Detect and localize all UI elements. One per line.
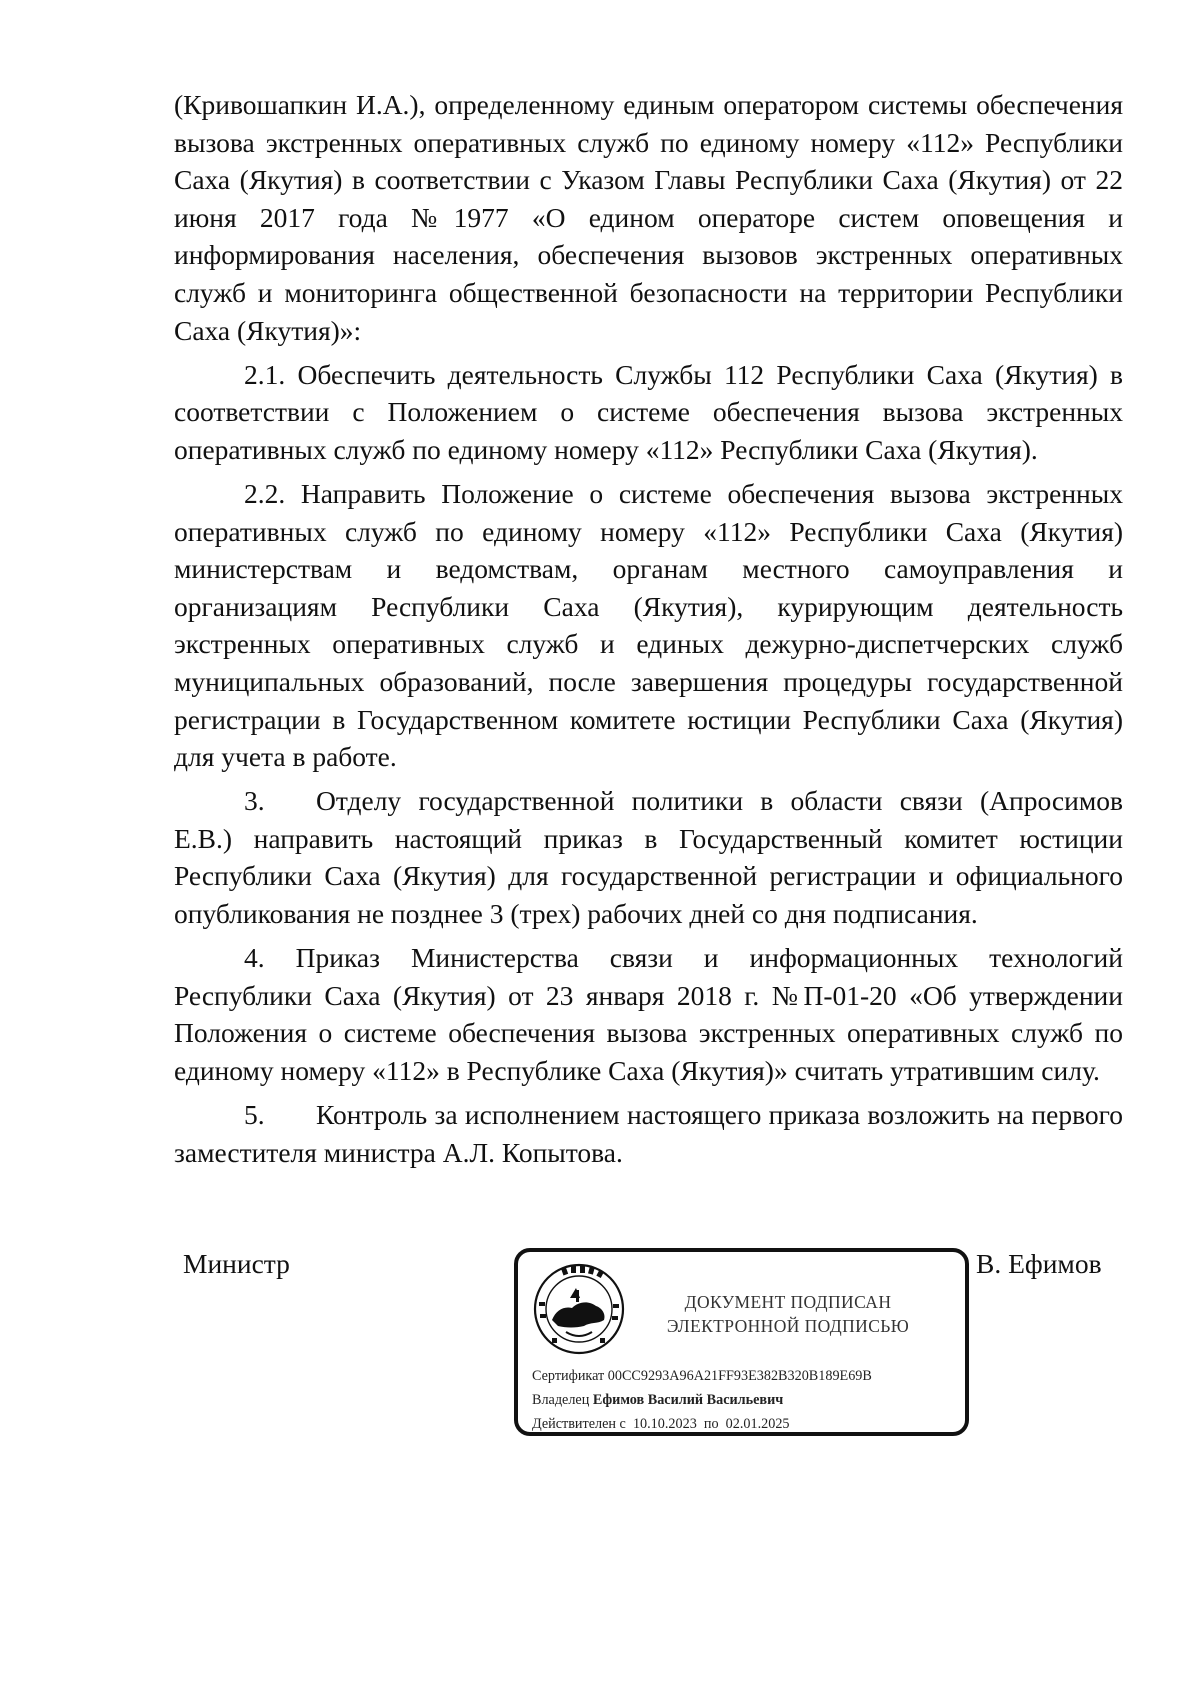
paragraph-5 — [174, 1096, 1123, 1171]
paragraph-3-number: 3. — [244, 785, 265, 817]
paragraph-5-text: Контроль за исполнением настоящего приказа возложить на первого заместителя министра А.Л. Копытова. — [174, 1098, 1123, 1168]
signatory-name: В. Ефимов — [976, 1248, 1102, 1279]
stamp-heading-line2: ЭЛЕКТРОННОЙ ПОДПИСЬЮ — [666, 1316, 910, 1336]
coat-of-arms-seal-icon — [532, 1262, 626, 1356]
stamp-validity-line — [532, 1412, 962, 1436]
paragraph-continuation: (Кривошапкин И.А.), определенному единым оператором системы обеспечения вызова экстренных оперативных служб по единому номеру «112» Республики Саха (Якутия) в соответствии с Указом Главы Республики Саха (Якутия) от 22 июня 2017 года №1977 «О едином операторе систем оповещения и информирования населения, обеспечения вызовов экстренных оперативных служб и мониторинга общественной безопасности на территории Республики Саха (Якутия)»: — [174, 89, 1123, 346]
stamp-details — [532, 1364, 962, 1436]
owner-value: Ефимов Василий Васильевич — [592, 1392, 784, 1408]
paragraph-4: 4. Приказ Министерства связи и информационных технологий Республики Саха (Якутия) от 23 января 2018 г. №П-01-20 «Об утверждении Положения о системе обеспечения вызова экстренных оперативных служб по единому номеру «112» в Республике Саха (Якутия)» считать утратившим силу. — [174, 942, 1123, 1086]
document-body — [174, 86, 1123, 1178]
paragraph-2-1: 2.1. Обеспечить деятельность Службы 112 Республики Саха (Якутия) в соответствии с Положением о системе обеспечения вызова экстренных оперативных служб по единому номеру «112» Республики Саха (Якутия). — [174, 358, 1123, 465]
stamp-heading — [638, 1290, 938, 1338]
paragraph-3-text: Отделу государственной политики в области связи (Апросимов Е.В.) направить настоящий приказ в Государственный комитет юстиции Республики Саха (Якутия) для государственной регистрации и официального опубликования не позднее 3 (трех) рабочих дней со дня подписания. — [174, 785, 1123, 929]
stamp-owner-line — [532, 1388, 962, 1412]
valid-to-label: по — [703, 1416, 719, 1432]
electronic-signature-stamp — [514, 1248, 969, 1436]
owner-label: Владелец — [532, 1392, 590, 1408]
signatory-title: Министр — [183, 1248, 290, 1279]
paragraph-3 — [174, 782, 1123, 932]
certificate-label: Сертификат — [532, 1368, 605, 1384]
certificate-value: 00CC9293A96A21FF93E382B320B189E69B — [607, 1368, 872, 1384]
stamp-heading-line1: ДОКУМЕНТ ПОДПИСАН — [684, 1292, 892, 1312]
stamp-certificate-line — [532, 1364, 962, 1388]
valid-to-value: 02.01.2025 — [725, 1416, 790, 1432]
valid-from-value: 10.10.2023 — [632, 1416, 697, 1432]
valid-label: Действителен с — [532, 1416, 626, 1432]
paragraph-2-2: 2.2. Направить Положение о системе обеспечения вызова экстренных оперативных служб по единому номеру «112» Республики Саха (Якутия) министерствам и ведомствам, органам местного самоуправления и организациям Республики Саха (Якутия), курирующим деятельность экстренных оперативных служб и единых дежурно-диспетчерских служб муниципальных образований, после завершения процедуры государственной регистрации в Государственном комитете юстиции Республики Саха (Якутия) для учета в работе. — [174, 477, 1123, 773]
paragraph-5-number: 5. — [244, 1098, 265, 1130]
